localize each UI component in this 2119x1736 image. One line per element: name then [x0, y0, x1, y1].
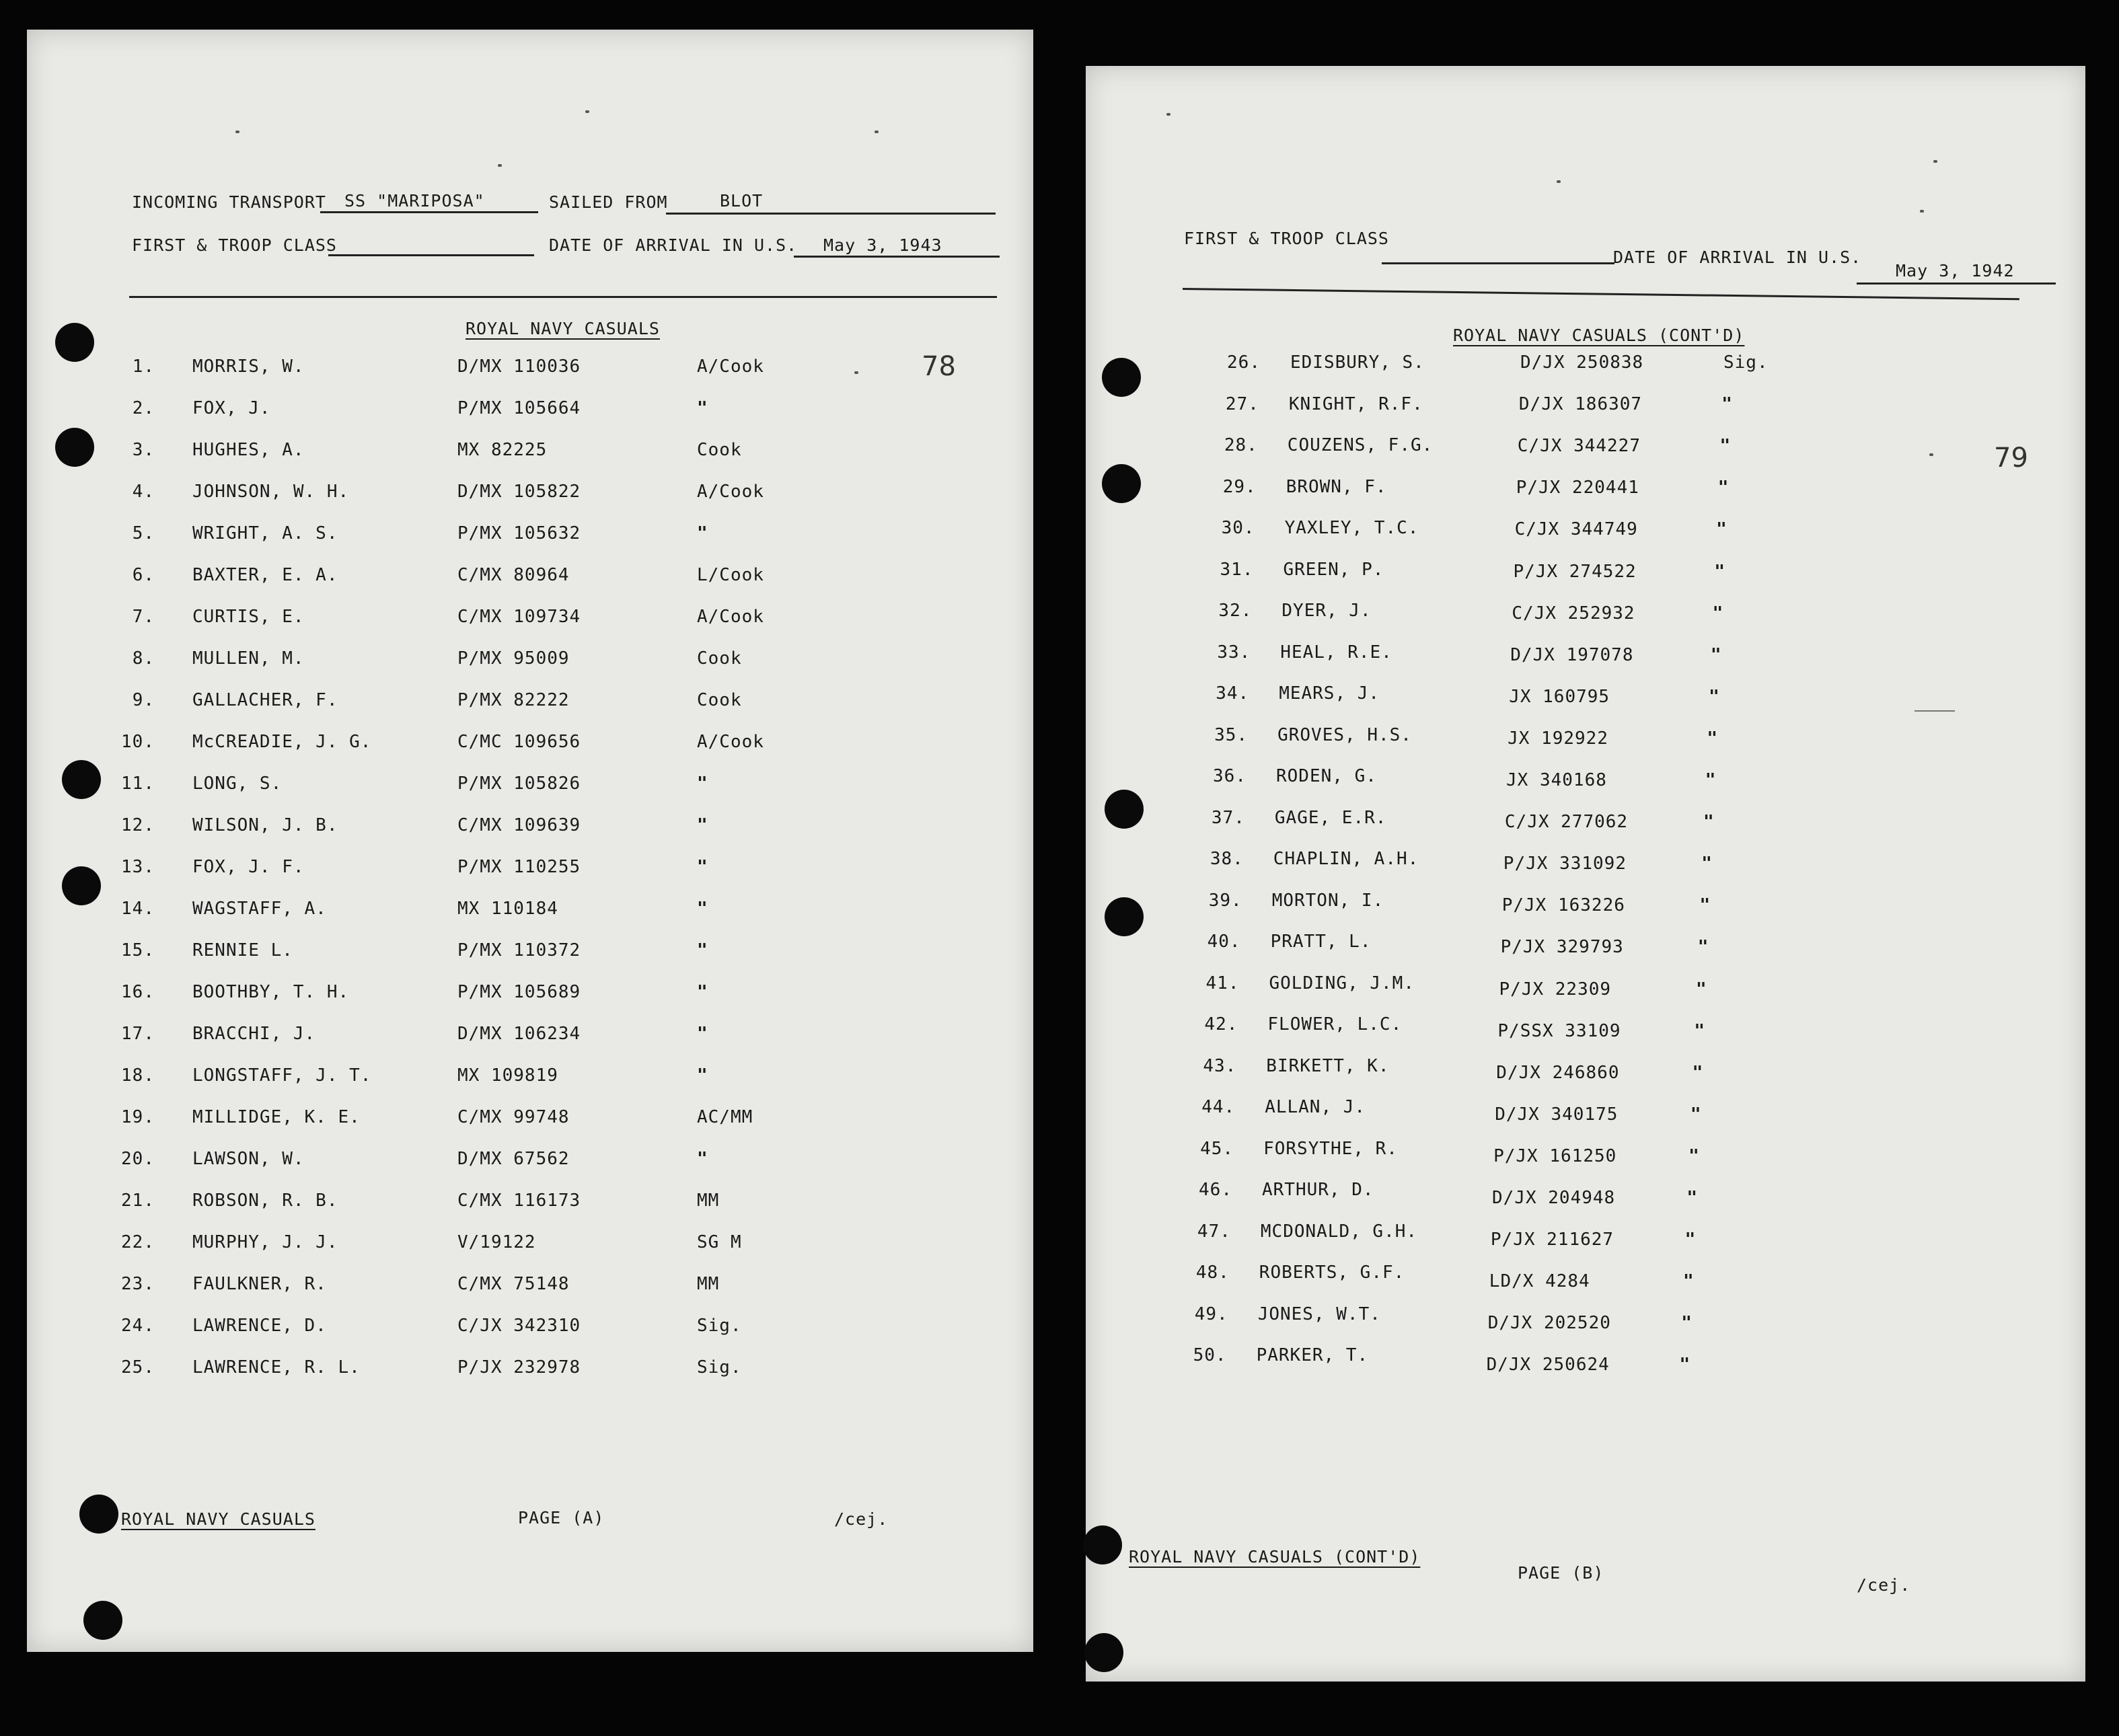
crew-name: JOHNSON, W. H.: [192, 482, 350, 502]
rating: ": [1717, 478, 1730, 498]
header-rule: [1183, 288, 2019, 300]
crew-name: GAGE, E.R.: [1274, 807, 1387, 828]
rating: ": [1688, 1145, 1700, 1166]
rating: MM: [697, 1274, 720, 1294]
rating: ": [1719, 436, 1732, 457]
crew-name: GREEN, P.: [1283, 559, 1384, 580]
crew-name: HEAL, R.E.: [1280, 642, 1392, 663]
service-number: C/JX 344227: [1517, 436, 1641, 457]
crew-name: MCDONALD, G.H.: [1260, 1221, 1418, 1242]
list-item: [27, 648, 1033, 673]
row-number: 20.: [121, 1149, 155, 1169]
service-number: P/MX 82222: [457, 690, 570, 710]
service-number: C/JX 342310: [457, 1316, 581, 1336]
list-item: [27, 523, 1033, 548]
row-number: 6.: [132, 565, 155, 585]
service-number: D/JX 204948: [1492, 1188, 1616, 1208]
crew-name: RENNIE L.: [192, 940, 293, 960]
transport-value: SS "MARIPOSA": [344, 191, 485, 211]
list-item: [27, 773, 1033, 798]
list-item: [1086, 849, 2085, 873]
row-number: 43.: [1203, 1055, 1237, 1076]
row-number: 2.: [132, 398, 155, 418]
list-item: [27, 690, 1033, 714]
crew-name: MORTON, I.: [1271, 890, 1384, 911]
crew-name: BIRKETT, K.: [1266, 1055, 1390, 1076]
list-item: [27, 982, 1033, 1006]
rating: ": [697, 1149, 708, 1169]
crew-name: JONES, W.T.: [1257, 1304, 1381, 1324]
row-number: 11.: [121, 773, 155, 794]
list-item: [1086, 1221, 2085, 1250]
punch-hole: [83, 1601, 122, 1640]
row-number: 27.: [1225, 393, 1259, 414]
rating: ": [1709, 686, 1720, 707]
crew-name: YAXLEY, T.C.: [1284, 518, 1419, 538]
crew-name: LONGSTAFF, J. T.: [192, 1065, 372, 1086]
crew-name: PRATT, L.: [1270, 932, 1372, 952]
rating: ": [1710, 644, 1722, 665]
row-number: 18.: [121, 1065, 155, 1086]
service-number: P/SSX 33109: [1497, 1020, 1621, 1041]
crew-name: BROWN, F.: [1286, 476, 1387, 497]
service-number: P/JX 163226: [1501, 895, 1625, 916]
rating: ": [1703, 812, 1715, 833]
row-number: 36.: [1213, 766, 1247, 786]
list-item: [27, 1065, 1033, 1090]
list-item: [1086, 1014, 2085, 1039]
sailed-from-value: BLOT: [720, 191, 764, 211]
service-number: D/JX 186307: [1518, 394, 1643, 415]
row-number: 50.: [1193, 1345, 1227, 1365]
arrival-label: DATE OF ARRIVAL IN U.S.: [549, 235, 798, 255]
list-item: [1086, 560, 2085, 584]
rating: ": [1712, 603, 1724, 624]
list-item: [27, 440, 1033, 464]
crew-name: FAULKNER, R.: [192, 1274, 327, 1294]
list-item: [1086, 642, 2085, 667]
crew-name: LAWRENCE, D.: [192, 1316, 327, 1336]
rating: ": [697, 523, 708, 543]
row-number: 42.: [1204, 1014, 1238, 1034]
service-number: D/MX 105822: [457, 482, 581, 502]
sailed-from-label: SAILED FROM: [549, 192, 668, 212]
row-number: 48.: [1195, 1262, 1230, 1283]
section-title: ROYAL NAVY CASUALS: [466, 319, 660, 338]
crew-name: MEARS, J.: [1279, 683, 1380, 704]
rating: ": [1679, 1355, 1691, 1375]
footer-page: PAGE (A): [518, 1508, 605, 1527]
crew-name: GROVES, H.S.: [1277, 724, 1412, 745]
handwritten-page-number: 79: [1994, 443, 2028, 474]
row-number: 29.: [1222, 476, 1257, 497]
service-number: D/JX 250838: [1520, 352, 1644, 373]
rating: ": [697, 899, 708, 919]
rating: ": [697, 940, 708, 960]
list-item: [27, 1191, 1033, 1215]
list-item: [1086, 1345, 2085, 1375]
arrival-label: DATE OF ARRIVAL IN U.S.: [1613, 248, 1862, 267]
row-number: 12.: [121, 815, 155, 835]
punch-hole: [79, 1495, 118, 1534]
crew-name: DYER, J.: [1281, 601, 1372, 621]
service-number: P/MX 110255: [457, 857, 581, 877]
pencil-mark: [1914, 710, 1955, 712]
row-number: 41.: [1205, 973, 1240, 993]
ink-speck: [498, 164, 502, 167]
manifest-page-a: [27, 30, 1033, 1652]
footer-title: ROYAL NAVY CASUALS: [121, 1509, 315, 1529]
list-item: [27, 1149, 1033, 1173]
rating: ": [697, 857, 708, 877]
row-number: 21.: [121, 1191, 155, 1211]
row-number: 44.: [1201, 1097, 1236, 1117]
list-item: [27, 398, 1033, 422]
rating: ": [697, 1065, 708, 1086]
crew-name: EDISBURY, S.: [1290, 352, 1425, 373]
row-number: 24.: [121, 1316, 155, 1336]
service-number: P/MX 110372: [457, 940, 581, 960]
header-rule: [129, 296, 997, 298]
row-number: 45.: [1200, 1138, 1234, 1159]
crew-name: CHAPLIN, A.H.: [1273, 849, 1419, 869]
service-number: P/JX 274522: [1513, 561, 1637, 582]
list-item: [27, 1316, 1033, 1340]
service-number: C/JX 277062: [1504, 812, 1629, 833]
service-number: P/JX 220441: [1516, 478, 1639, 498]
list-item: [1086, 808, 2085, 832]
crew-name: KNIGHT, R.F.: [1288, 393, 1423, 414]
list-item: [1086, 1055, 2085, 1083]
crew-name: ROBSON, R. B.: [192, 1191, 338, 1211]
list-item: [1086, 1262, 2085, 1292]
rating: ": [1699, 895, 1711, 916]
rating: ": [697, 398, 708, 418]
list-item: [27, 1107, 1033, 1131]
row-number: 39.: [1208, 890, 1242, 911]
rating: Sig.: [1723, 352, 1769, 373]
arrival-underline: [794, 256, 1000, 258]
list-item: [1086, 891, 2085, 915]
list-item: [27, 1232, 1033, 1256]
service-number: JX 160795: [1509, 686, 1610, 707]
manifest-page-b: [1086, 66, 2085, 1682]
list-item: [1086, 725, 2085, 749]
row-number: 34.: [1216, 683, 1250, 704]
ink-speck: [875, 130, 879, 133]
footer-title: ROYAL NAVY CASUALS (CONT'D): [1129, 1547, 1421, 1567]
service-number: C/MX 109734: [457, 607, 581, 627]
rating: Sig.: [697, 1357, 742, 1378]
ink-speck: [1920, 210, 1924, 213]
list-item: [27, 1024, 1033, 1048]
rating: ": [1697, 937, 1709, 958]
rating: ": [1696, 979, 1707, 999]
rating: ": [1716, 519, 1727, 540]
row-number: 23.: [121, 1274, 155, 1294]
row-number: 5.: [132, 523, 155, 543]
crew-name: FOX, J.: [192, 398, 271, 418]
row-number: 38.: [1210, 849, 1244, 869]
row-number: 17.: [121, 1024, 155, 1044]
row-number: 40.: [1207, 932, 1241, 952]
list-item: [27, 607, 1033, 631]
list-item: [1086, 1097, 2085, 1125]
row-number: 10.: [121, 732, 155, 752]
list-item: [27, 732, 1033, 756]
crew-name: MURPHY, J. J.: [192, 1232, 338, 1252]
service-number: P/MX 105632: [457, 523, 581, 543]
rating: ": [1684, 1230, 1697, 1250]
list-item: [27, 857, 1033, 881]
list-item: [1086, 394, 2085, 418]
crew-name: FLOWER, L.C.: [1267, 1014, 1403, 1034]
row-number: 15.: [121, 940, 155, 960]
list-item: [27, 1357, 1033, 1382]
list-item: [27, 940, 1033, 965]
crew-name: McCREADIE, J. G.: [192, 732, 372, 752]
crew-name: WAGSTAFF, A.: [192, 899, 327, 919]
rating: A/Cook: [697, 607, 764, 627]
row-number: 7.: [132, 607, 155, 627]
crew-name: ARTHUR, D.: [1262, 1180, 1374, 1200]
list-item: [1086, 601, 2085, 625]
list-item: [1086, 973, 2085, 997]
service-number: C/MX 75148: [457, 1274, 570, 1294]
row-number: 9.: [132, 690, 155, 710]
rating: ": [1721, 394, 1733, 415]
class-underline: [328, 254, 534, 256]
rating: MM: [697, 1191, 720, 1211]
list-item: [27, 899, 1033, 923]
service-number: P/JX 232978: [457, 1357, 581, 1378]
ink-speck: [1166, 113, 1170, 116]
rating: SG M: [697, 1232, 742, 1252]
rating: ": [1690, 1104, 1702, 1125]
row-number: 14.: [121, 899, 155, 919]
list-item: [1086, 932, 2085, 956]
list-item: [1086, 477, 2085, 501]
list-item: [27, 1274, 1033, 1298]
row-number: 30.: [1221, 518, 1255, 538]
crew-name: LAWSON, W.: [192, 1149, 305, 1169]
service-number: C/MX 80964: [457, 565, 570, 585]
service-number: P/MX 105689: [457, 982, 581, 1002]
rating: A/Cook: [697, 482, 764, 502]
sailed-from-underline: [666, 213, 996, 215]
service-number: D/JX 197078: [1510, 644, 1634, 665]
row-number: 49.: [1194, 1304, 1228, 1324]
ink-speck: [585, 110, 589, 113]
footer-initials: /cej.: [834, 1509, 889, 1529]
service-number: C/JX 344749: [1514, 519, 1638, 540]
row-number: 33.: [1217, 642, 1251, 663]
crew-name: GALLACHER, F.: [192, 690, 338, 710]
row-number: 13.: [121, 857, 155, 877]
service-number: P/JX 329793: [1500, 937, 1624, 958]
arrival-underline: [1857, 282, 2056, 285]
row-number: 47.: [1197, 1221, 1231, 1242]
service-number: P/JX 211627: [1490, 1230, 1614, 1250]
service-number: C/JX 252932: [1512, 603, 1635, 624]
service-number: P/JX 22309: [1499, 979, 1612, 999]
crew-name: MORRIS, W.: [192, 356, 305, 377]
service-number: MX 82225: [457, 440, 548, 460]
rating: ": [1686, 1188, 1699, 1208]
class-label: FIRST & TROOP CLASS: [132, 235, 337, 255]
crew-name: FOX, J. F.: [192, 857, 305, 877]
ink-speck: [1933, 160, 1937, 163]
service-number: D/MX 110036: [457, 356, 581, 377]
list-item: [1086, 1180, 2085, 1208]
rating: ": [1705, 770, 1717, 790]
crew-name: BOOTHBY, T. H.: [192, 982, 350, 1002]
rating: Sig.: [697, 1316, 742, 1336]
crew-name: ALLAN, J.: [1265, 1097, 1366, 1117]
list-item: [27, 565, 1033, 589]
handwritten-page-number: 78: [922, 351, 956, 382]
service-number: LD/X 4284: [1489, 1271, 1590, 1292]
list-item: [1086, 683, 2085, 708]
row-number: 3.: [132, 440, 155, 460]
rating: ": [1707, 728, 1719, 749]
service-number: C/MX 99748: [457, 1107, 570, 1127]
crew-name: MULLEN, M.: [192, 648, 305, 669]
incoming-transport-label: INCOMING TRANSPORT: [132, 192, 326, 212]
list-item: [27, 815, 1033, 839]
crew-name: COUZENS, F.G.: [1287, 435, 1434, 455]
service-number: P/MX 105664: [457, 398, 581, 418]
crew-name: MILLIDGE, K. E.: [192, 1107, 361, 1127]
class-underline: [1382, 262, 1614, 264]
ink-speck: [1557, 180, 1561, 183]
service-number: P/MX 95009: [457, 648, 570, 669]
service-number: D/JX 246860: [1496, 1062, 1620, 1083]
crew-name: HUGHES, A.: [192, 440, 305, 460]
crew-name: LONG, S.: [192, 773, 283, 794]
section-title: ROYAL NAVY CASUALS (CONT'D): [1453, 326, 1745, 345]
crew-name: PARKER, T.: [1256, 1345, 1369, 1365]
rating: ": [697, 815, 708, 835]
list-item: [1086, 435, 2085, 459]
service-number: C/MC 109656: [457, 732, 581, 752]
class-label: FIRST & TROOP CLASS: [1184, 229, 1389, 248]
list-item: [1086, 1304, 2085, 1334]
service-number: JX 192922: [1508, 728, 1608, 749]
row-number: 25.: [121, 1357, 155, 1378]
list-item: [1086, 352, 2085, 377]
row-number: 26.: [1227, 352, 1261, 373]
row-number: 31.: [1220, 559, 1254, 580]
footer-initials: /cej.: [1857, 1575, 1911, 1595]
list-item: [27, 482, 1033, 506]
rating: ": [697, 773, 708, 794]
row-number: 16.: [121, 982, 155, 1002]
row-number: 1.: [132, 356, 155, 377]
rating: A/Cook: [697, 732, 764, 752]
row-number: 35.: [1214, 724, 1249, 745]
transport-underline: [320, 211, 538, 213]
rating: ": [1682, 1271, 1695, 1292]
row-number: 22.: [121, 1232, 155, 1252]
row-number: 4.: [132, 482, 155, 502]
row-number: 8.: [132, 648, 155, 669]
service-number: C/MX 116173: [457, 1191, 581, 1211]
crew-name: FORSYTHE, R.: [1263, 1138, 1398, 1159]
footer-page: PAGE (B): [1518, 1563, 1604, 1583]
crew-name: ROBERTS, G.F.: [1259, 1262, 1405, 1283]
rating: ": [1681, 1313, 1693, 1334]
list-item: [1086, 518, 2085, 542]
rating: AC/MM: [697, 1107, 753, 1127]
row-number: 19.: [121, 1107, 155, 1127]
service-number: D/JX 202520: [1487, 1313, 1611, 1334]
list-item: [1086, 766, 2085, 790]
rating: ": [1692, 1062, 1704, 1083]
list-item: [1086, 1138, 2085, 1166]
service-number: MX 109819: [457, 1065, 558, 1086]
crew-name: GOLDING, J.M.: [1269, 973, 1415, 993]
ink-speck: [235, 130, 239, 133]
crew-name: WILSON, J. B.: [192, 815, 338, 835]
rating: L/Cook: [697, 565, 764, 585]
service-number: JX 340168: [1506, 770, 1607, 790]
crew-name: BRACCHI, J.: [192, 1024, 316, 1044]
service-number: D/JX 340175: [1495, 1104, 1619, 1125]
crew-name: LAWRENCE, R. L.: [192, 1357, 361, 1378]
service-number: V/19122: [457, 1232, 536, 1252]
rating: ": [1701, 854, 1713, 874]
list-item: [27, 356, 1033, 381]
arrival-value: May 3, 1943: [823, 235, 942, 255]
rating: Cook: [697, 648, 742, 669]
service-number: P/JX 161250: [1493, 1145, 1617, 1166]
service-number: P/JX 331092: [1503, 854, 1627, 874]
service-number: MX 110184: [457, 899, 558, 919]
crew-name: RODEN, G.: [1276, 766, 1377, 786]
service-number: D/JX 250624: [1486, 1355, 1610, 1375]
row-number: 46.: [1199, 1180, 1232, 1200]
punch-hole: [1084, 1633, 1123, 1672]
service-number: P/MX 105826: [457, 773, 581, 794]
punch-hole: [1083, 1525, 1122, 1564]
rating: ": [1694, 1020, 1705, 1041]
rating: ": [697, 1024, 708, 1044]
rating: A/Cook: [697, 356, 764, 377]
row-number: 37.: [1211, 807, 1245, 828]
service-number: C/MX 109639: [457, 815, 581, 835]
row-number: 28.: [1224, 435, 1258, 455]
crew-name: CURTIS, E.: [192, 607, 305, 627]
service-number: D/MX 106234: [457, 1024, 581, 1044]
rating: ": [697, 982, 708, 1002]
arrival-value: May 3, 1942: [1896, 261, 2015, 280]
row-number: 32.: [1218, 601, 1253, 621]
crew-name: BAXTER, E. A.: [192, 565, 338, 585]
rating: Cook: [697, 690, 742, 710]
rating: Cook: [697, 440, 742, 460]
crew-name: WRIGHT, A. S.: [192, 523, 338, 543]
rating: ": [1714, 561, 1725, 582]
service-number: D/MX 67562: [457, 1149, 570, 1169]
